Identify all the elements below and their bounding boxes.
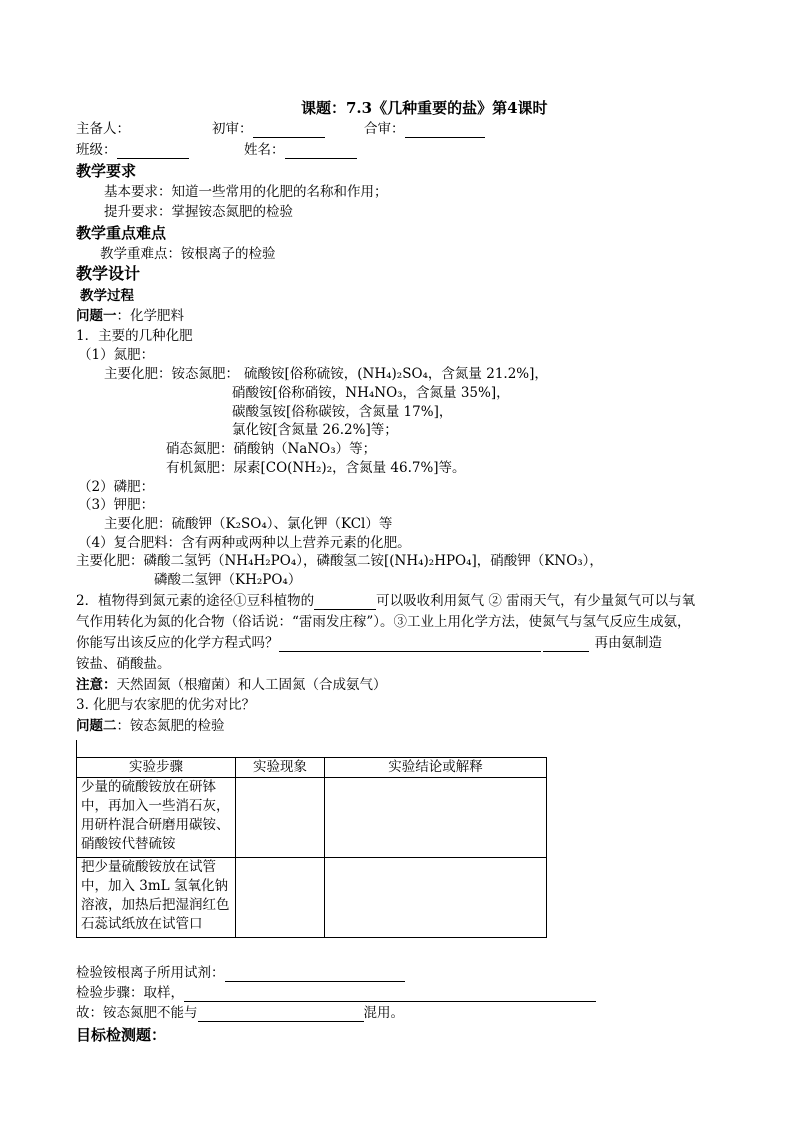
table-header: 实验步骤 bbox=[77, 758, 236, 778]
preparer-label: 主备人： bbox=[76, 121, 130, 137]
section-3: 3. 化肥与农家肥的优劣对比？ bbox=[76, 697, 256, 713]
name-field: 姓名： bbox=[244, 141, 357, 159]
steps-field: 检验步骤：取样， bbox=[76, 984, 596, 1002]
question-two: 问题二：铵态氮肥的检验 bbox=[76, 718, 225, 734]
question-one: 问题一：化学肥料 bbox=[76, 308, 184, 324]
phosphate-fertilizer: （2）磷肥： bbox=[78, 479, 155, 495]
ammonium-bicarbonate: 碳酸氢铵[俗称碳铵，含氮量 17%]， bbox=[232, 404, 453, 420]
table-header-row bbox=[77, 758, 547, 778]
first-review-field: 初审： bbox=[212, 120, 325, 138]
table-row bbox=[77, 858, 547, 938]
compound-main-2: 磷酸二氢钾（KH₂PO₄） bbox=[154, 572, 302, 588]
potash-main: 主要化肥：硫酸钾（K₂SO₄）、氯化钾（KCl）等 bbox=[104, 516, 393, 532]
section-2-line-4: 铵盐、硝酸盐。 bbox=[76, 656, 171, 672]
section-2-line-1: 2．植物得到氮元素的途径①豆科植物的 可以吸收利用氮气 ② 雷雨天气，有少量氮气可以与氧 bbox=[76, 593, 696, 609]
compound-main: 主要化肥：磷酸二氢钙（NH₄H₂PO₄），磷酸氢二铵[(NH₄)₂HPO₄]，硝酸钾（KNO₃）， bbox=[76, 553, 603, 569]
process-heading: 教学过程 bbox=[80, 288, 134, 304]
potash-fertilizer: （3）钾肥： bbox=[78, 497, 155, 513]
table-cell[interactable] bbox=[236, 858, 325, 938]
vertical-rule bbox=[76, 740, 77, 757]
nitrate-nitrogen: 硝态氮肥：硝酸钠（NaNO₃）等； bbox=[166, 441, 377, 457]
key-points-heading: 教学重点难点 bbox=[76, 224, 167, 242]
ammonium-fertilizer-prefix: 主要化肥：铵态氮肥： bbox=[104, 366, 239, 382]
steps-blank[interactable] bbox=[184, 987, 596, 1002]
page-title: 课题：7.3《几种重要的盐》第4课时 bbox=[301, 99, 548, 117]
table-cell[interactable] bbox=[325, 778, 547, 858]
conclusion: 故：铵态氮肥不能与 混用。 bbox=[76, 1005, 404, 1021]
experiment-table bbox=[76, 757, 547, 938]
nitrogen-fertilizer: （1）氮肥： bbox=[78, 347, 155, 363]
class-field: 班级： bbox=[76, 141, 189, 159]
advanced-requirement: 提升要求：掌握铵态氮肥的检验 bbox=[104, 204, 293, 220]
basic-requirement: 基本要求：知道一些常用的化肥的名称和作用； bbox=[104, 184, 388, 200]
ammonium-chloride: 氯化铵[含氮量 26.2%]等； bbox=[232, 422, 398, 438]
design-heading: 教学设计 bbox=[76, 264, 141, 283]
table-cell[interactable] bbox=[325, 858, 547, 938]
table-cell: 把少量硫酸铵放在试管中，加入 3mL 氢氧化钠溶液，加热后把湿润红色石蕊试纸放在试管口 bbox=[77, 858, 236, 938]
reagent-blank[interactable] bbox=[225, 967, 405, 982]
section-1-title: 1．主要的几种化肥 bbox=[76, 328, 193, 344]
section-2-line-3: 你能写出该反应的化学方程式吗？ 再由氨制造 bbox=[76, 635, 662, 651]
table-header: 实验现象 bbox=[236, 758, 325, 778]
table-cell: 少量的硫酸铵放在研钵中，再加入一些消石灰，用研杵混合研磨用碳铵、硝酸铵代替硫铵 bbox=[77, 778, 236, 858]
ammonium-sulfate: 硫酸铵[俗称硫铵，(NH₄)₂SO₄，含氮量 21.2%]， bbox=[244, 366, 548, 382]
table-cell[interactable] bbox=[236, 778, 325, 858]
compound-fertilizer: （4）复合肥料：含有两种或两种以上营养元素的化肥。 bbox=[78, 535, 411, 551]
conclusion-blank[interactable] bbox=[198, 1007, 364, 1022]
section-2-line-2: 气作用转化为氮的化合物（俗话说：“雷雨发庄稼”）。③工业上用化学方法，使氮气与氢气反应生成氨， bbox=[76, 614, 691, 630]
joint-review-field: 合审： bbox=[364, 120, 485, 138]
reagent-field: 检验铵根离子所用试剂： bbox=[76, 964, 405, 982]
key-points-text: 教学重难点：铵根离子的检验 bbox=[100, 246, 276, 262]
ammonium-nitrate: 硝酸铵[俗称硝铵，NH₄NO₃，含氮量 35%]， bbox=[232, 385, 510, 401]
target-heading: 目标检测题： bbox=[76, 1026, 167, 1044]
organic-nitrogen: 有机氮肥：尿素[CO(NH₂)₂，含氮量 46.7%]等。 bbox=[166, 460, 466, 476]
table-row bbox=[77, 778, 547, 858]
table-header: 实验结论或解释 bbox=[325, 758, 547, 778]
note: 注意：天然固氮（根瘤菌）和人工固氮（合成氨气） bbox=[76, 677, 387, 693]
requirements-heading: 教学要求 bbox=[76, 162, 137, 180]
